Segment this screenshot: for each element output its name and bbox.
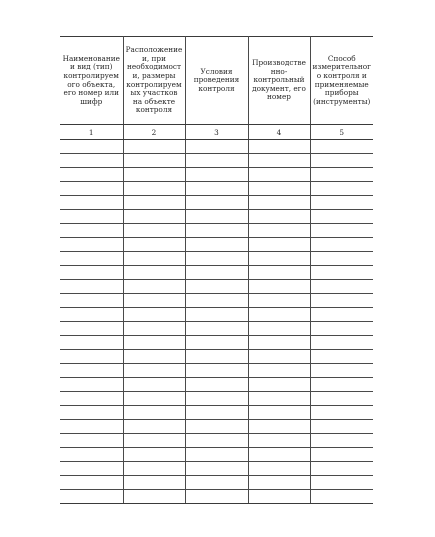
- column-number-row: [60, 125, 373, 140]
- table-cell: [185, 434, 248, 448]
- table-cell: [248, 476, 310, 490]
- column-number: 5: [310, 125, 373, 140]
- table-cell: [123, 238, 185, 252]
- table-cell: [310, 364, 373, 378]
- table-cell: [185, 448, 248, 462]
- table-cell: [123, 462, 185, 476]
- table-cell: [310, 350, 373, 364]
- table-cell: [310, 420, 373, 434]
- table-cell: [123, 350, 185, 364]
- table-cell: [123, 420, 185, 434]
- table-cell: [60, 462, 123, 476]
- table-row: [60, 266, 373, 280]
- column-number: 4: [248, 125, 310, 140]
- table-cell: [60, 210, 123, 224]
- table-cell: [248, 406, 310, 420]
- table-cell: [185, 266, 248, 280]
- table-cell: [185, 182, 248, 196]
- table-cell: [123, 140, 185, 154]
- table-cell: [248, 336, 310, 350]
- table-cell: [248, 364, 310, 378]
- table-cell: [248, 196, 310, 210]
- table-cell: [60, 378, 123, 392]
- table-cell: [185, 224, 248, 238]
- table-cell: [185, 280, 248, 294]
- table-row: [60, 280, 373, 294]
- table-cell: [123, 266, 185, 280]
- table-cell: [248, 224, 310, 238]
- table-cell: [310, 294, 373, 308]
- table-cell: [123, 434, 185, 448]
- table-cell: [248, 252, 310, 266]
- table-cell: [123, 364, 185, 378]
- table-row: [60, 378, 373, 392]
- table-cell: [123, 280, 185, 294]
- column-number: 2: [123, 125, 185, 140]
- table-cell: [60, 238, 123, 252]
- table-cell: [310, 140, 373, 154]
- table-cell: [310, 490, 373, 504]
- table-cell: [310, 476, 373, 490]
- table-cell: [248, 490, 310, 504]
- table-row: [60, 308, 373, 322]
- table-cell: [310, 210, 373, 224]
- table-cell: [60, 154, 123, 168]
- table-cell: [123, 322, 185, 336]
- table-cell: [60, 182, 123, 196]
- table-cell: [248, 182, 310, 196]
- column-number: 1: [60, 125, 123, 140]
- table-cell: [248, 322, 310, 336]
- table-cell: [185, 196, 248, 210]
- table-cell: [123, 294, 185, 308]
- header-cell-method: Способ измерительного контроля и применяемые приборы (инструменты): [310, 37, 373, 125]
- table-cell: [248, 266, 310, 280]
- table-row: [60, 154, 373, 168]
- table-cell: [60, 392, 123, 406]
- control-record-table: [60, 36, 373, 504]
- table-cell: [60, 336, 123, 350]
- table-cell: [60, 224, 123, 238]
- table-cell: [185, 140, 248, 154]
- table-cell: [123, 252, 185, 266]
- table-cell: [60, 490, 123, 504]
- table-row: [60, 490, 373, 504]
- header-cell-document: Производственно-контрольный документ, его номер: [248, 37, 310, 125]
- table-cell: [248, 392, 310, 406]
- table-cell: [248, 350, 310, 364]
- table-cell: [310, 224, 373, 238]
- table-cell: [248, 308, 310, 322]
- table-cell: [185, 252, 248, 266]
- table-cell: [185, 462, 248, 476]
- table-cell: [60, 308, 123, 322]
- table-row: [60, 364, 373, 378]
- table-cell: [185, 210, 248, 224]
- table-cell: [310, 196, 373, 210]
- table-row: [60, 140, 373, 154]
- table-cell: [123, 392, 185, 406]
- table-cell: [248, 238, 310, 252]
- table-cell: [123, 196, 185, 210]
- header-row: [60, 37, 373, 125]
- table-row: [60, 238, 373, 252]
- table-cell: [185, 336, 248, 350]
- table-cell: [310, 406, 373, 420]
- table-cell: [123, 490, 185, 504]
- table-row: [60, 336, 373, 350]
- table-row: [60, 210, 373, 224]
- table-cell: [248, 434, 310, 448]
- table-cell: [123, 224, 185, 238]
- table-row: [60, 182, 373, 196]
- table-cell: [248, 210, 310, 224]
- table-cell: [60, 294, 123, 308]
- table-cell: [60, 140, 123, 154]
- table-cell: [60, 350, 123, 364]
- table-row: [60, 406, 373, 420]
- column-number: 3: [185, 125, 248, 140]
- table-cell: [123, 406, 185, 420]
- table-row: [60, 168, 373, 182]
- table-cell: [60, 406, 123, 420]
- table-cell: [185, 322, 248, 336]
- table-cell: [248, 280, 310, 294]
- table-row: [60, 448, 373, 462]
- table-cell: [123, 168, 185, 182]
- table-row: [60, 252, 373, 266]
- table-cell: [123, 448, 185, 462]
- table-cell: [60, 266, 123, 280]
- table-cell: [185, 168, 248, 182]
- table-cell: [310, 308, 373, 322]
- table-cell: [310, 434, 373, 448]
- table-cell: [123, 182, 185, 196]
- header-cell-location: Расположение и, при необходимости, размеры контролируемых участков на объекте контроля: [123, 37, 185, 125]
- table-cell: [185, 476, 248, 490]
- table-row: [60, 476, 373, 490]
- table-cell: [310, 322, 373, 336]
- table-cell: [60, 434, 123, 448]
- table-cell: [185, 238, 248, 252]
- table-cell: [60, 420, 123, 434]
- table-cell: [248, 168, 310, 182]
- table-cell: [310, 154, 373, 168]
- table-cell: [185, 378, 248, 392]
- table-cell: [310, 448, 373, 462]
- table-cell: [310, 238, 373, 252]
- table-cell: [185, 308, 248, 322]
- table-cell: [60, 322, 123, 336]
- table-cell: [185, 490, 248, 504]
- header-cell-object-name: Наименование и вид (тип) контролируемого объекта, его номер или шифр: [60, 37, 123, 125]
- table-cell: [123, 336, 185, 350]
- table-cell: [123, 210, 185, 224]
- table-cell: [248, 462, 310, 476]
- table-cell: [310, 280, 373, 294]
- table-cell: [310, 266, 373, 280]
- table-cell: [310, 392, 373, 406]
- table-cell: [310, 336, 373, 350]
- table-cell: [310, 168, 373, 182]
- table-cell: [310, 182, 373, 196]
- table-cell: [248, 140, 310, 154]
- table-cell: [185, 294, 248, 308]
- table-cell: [60, 196, 123, 210]
- table-cell: [248, 378, 310, 392]
- table-cell: [248, 294, 310, 308]
- table-row: [60, 294, 373, 308]
- table-row: [60, 322, 373, 336]
- table-cell: [123, 378, 185, 392]
- table-cell: [60, 168, 123, 182]
- table-row: [60, 434, 373, 448]
- table-cell: [123, 154, 185, 168]
- table-cell: [310, 252, 373, 266]
- table-cell: [60, 252, 123, 266]
- table-cell: [123, 308, 185, 322]
- table-cell: [60, 364, 123, 378]
- table-cell: [185, 420, 248, 434]
- table-row: [60, 420, 373, 434]
- table-cell: [185, 364, 248, 378]
- table-row: [60, 224, 373, 238]
- table-cell: [248, 448, 310, 462]
- table-row: [60, 392, 373, 406]
- table-cell: [248, 420, 310, 434]
- table-cell: [60, 476, 123, 490]
- table-cell: [185, 350, 248, 364]
- table-row: [60, 196, 373, 210]
- table-row: [60, 462, 373, 476]
- header-cell-conditions: Условия проведения контроля: [185, 37, 248, 125]
- table-cell: [60, 448, 123, 462]
- table-cell: [185, 154, 248, 168]
- table-cell: [248, 154, 310, 168]
- table-cell: [123, 476, 185, 490]
- table-cell: [185, 406, 248, 420]
- table-cell: [310, 462, 373, 476]
- table-cell: [60, 280, 123, 294]
- table-row: [60, 350, 373, 364]
- table-cell: [310, 378, 373, 392]
- table-cell: [185, 392, 248, 406]
